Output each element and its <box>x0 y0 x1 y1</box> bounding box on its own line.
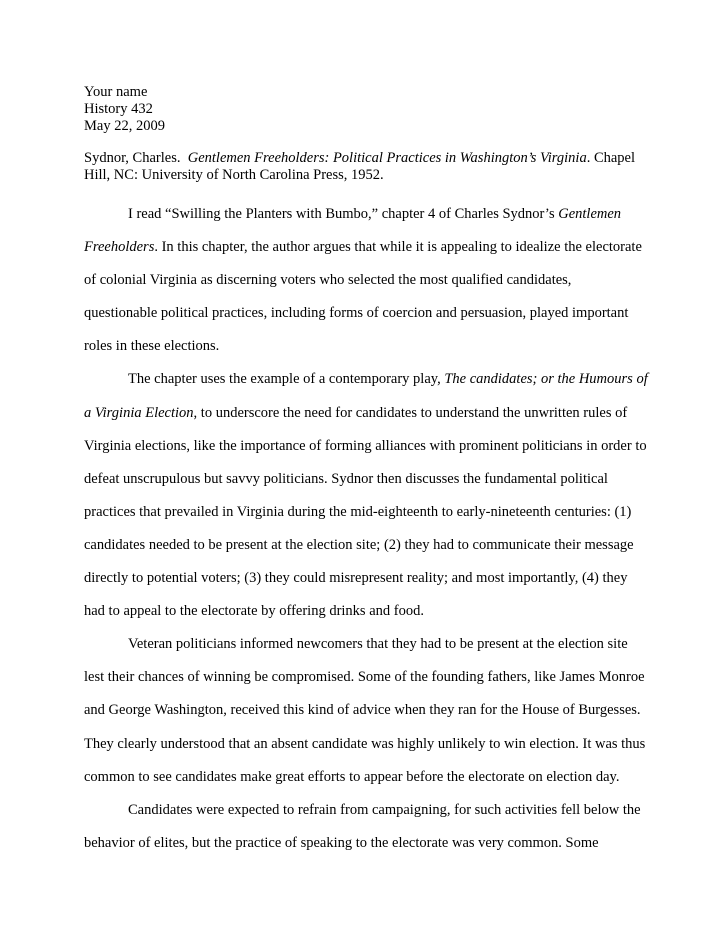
citation-line-2: Hill, NC: University of North Carolina Press, 1952. <box>84 167 384 183</box>
paragraph-2-line-1 <box>84 363 648 396</box>
citation-line-1 <box>84 150 644 167</box>
paragraph-2-line-4: defeat unscrupulous but savvy politicians. Sydnor then discusses the fundamental political <box>84 470 608 487</box>
paragraph-2-line-5: practices that prevailed in Virginia during the mid-eighteenth to early-nineteenth centuries: (1) <box>84 503 632 520</box>
text-run: The chapter uses the example of a contemporary play, <box>128 371 445 388</box>
citation-title: Gentlemen Freeholders: Political Practices in Washington’s Virginia <box>187 150 587 166</box>
course-name: History 432 <box>84 101 153 117</box>
document-header <box>84 84 644 135</box>
paragraph-2-line-6: candidates needed to be present at the election site; (2) they had to communicate their message <box>84 536 634 553</box>
paragraph-2-line-7: directly to potential voters; (3) they could misrepresent reality; and most importantly, (4) they <box>84 570 628 587</box>
paragraph-4-line-2: behavior of elites, but the practice of speaking to the electorate was very common. Some <box>84 834 599 851</box>
author-name: Your name <box>84 84 148 100</box>
paragraph-3-line-3: and George Washington, received this kind of advice when they ran for the House of Burgesses. <box>84 702 641 719</box>
paragraph-4-line-1: Candidates were expected to refrain from campaigning, for such activities fell below the <box>128 801 641 818</box>
bibliographic-citation <box>84 150 644 184</box>
body-text <box>84 198 648 860</box>
paragraph-3-line-5: common to see candidates make great efforts to appear before the electorate on election day. <box>84 768 620 785</box>
paragraph-2-line-2 <box>84 397 644 430</box>
citation-after-title: . Chapel <box>586 150 636 166</box>
paragraph-1-line-1 <box>84 198 644 231</box>
paragraph-2-line-8: had to appeal to the electorate by offering drinks and food. <box>84 603 424 620</box>
italic-title-run: a Virginia Election <box>84 404 194 421</box>
text-run: , to underscore the need for candidates to understand the unwritten rules of <box>193 404 628 421</box>
italic-title-run: Gentlemen <box>558 206 622 222</box>
paragraph-3-line-4: They clearly understood that an absent candidate was highly unlikely to win election. It was thus <box>84 735 646 752</box>
italic-title-run: Freeholders <box>84 239 155 256</box>
paragraph-1-line-4: questionable political practices, including forms of coercion and persuasion, played important <box>84 305 629 322</box>
citation-author: Sydnor, Charles. <box>84 150 181 166</box>
document-date: May 22, 2009 <box>84 118 165 134</box>
paragraph-2-line-3: Virginia elections, like the importance of forming alliances with prominent politicians in order to <box>84 437 647 454</box>
text-run: I read “Swilling the Planters with Bumbo,” chapter 4 of Charles Sydnor’s <box>128 206 559 222</box>
text-run: . In this chapter, the author argues that while it is appealing to idealize the electorate <box>154 239 642 256</box>
paragraph-3-line-2: lest their chances of winning be compromised. Some of the founding fathers, like James Monroe <box>84 669 645 686</box>
paragraph-1-line-3: of colonial Virginia as discerning voters who selected the most qualified candidates, <box>84 272 572 289</box>
italic-title-run: The candidates; or the Humours of <box>444 371 648 388</box>
paragraph-1-line-2 <box>84 231 644 264</box>
paragraph-1-line-5: roles in these elections. <box>84 338 220 355</box>
paragraph-3-line-1: Veteran politicians informed newcomers that they had to be present at the election site <box>128 636 628 653</box>
